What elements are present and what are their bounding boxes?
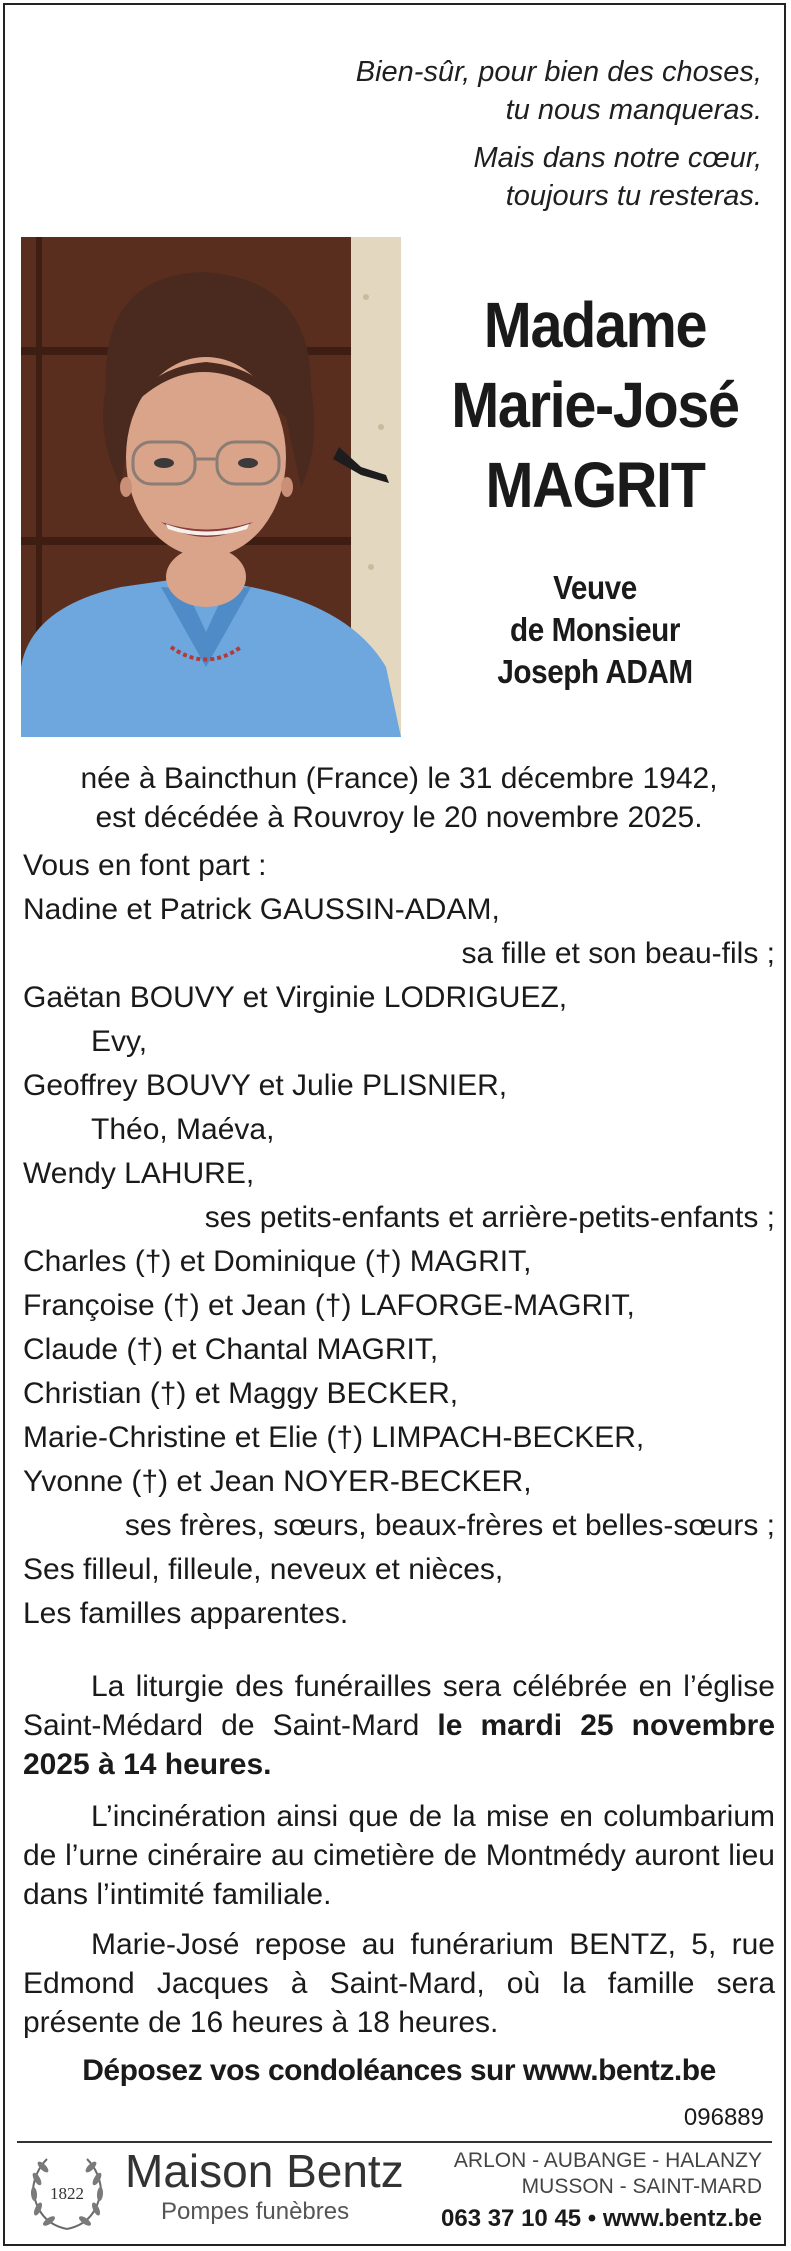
brand-tagline: Pompes funèbres	[161, 2198, 350, 2225]
brand-name: Maison Bentz	[125, 2145, 404, 2197]
family-line: ses frères, sœurs, beaux-frères et belles-sœurs ;	[124, 1509, 775, 1542]
birth-line: née à Baincthun (France) le 31 décembre 1942,	[80, 762, 718, 795]
branch-towns	[454, 2148, 762, 2200]
death-line: est décédée à Rouvroy le 20 novembre 2025.	[95, 801, 703, 834]
liturgy-text: La liturgie des funérailles sera célébrée en l’église Saint-Médard de Saint-Mard	[23, 1670, 775, 1742]
family-line: Vous en font part :	[23, 849, 267, 882]
liturgy-date: le mardi 25 novembre 2025 à 14 heures.	[23, 1709, 775, 1781]
family-line: Théo, Maéva,	[91, 1113, 275, 1146]
contact-info: 063 37 10 45 • www.bentz.be	[441, 2205, 762, 2232]
towns-line: MUSSON - SAINT-MARD	[521, 2175, 762, 2198]
birth-death-info	[23, 759, 775, 837]
logo-year: 1822	[50, 2184, 84, 2203]
family-line: Charles (†) et Dominique (†) MAGRIT,	[23, 1245, 532, 1278]
family-line: Claude (†) et Chantal MAGRIT,	[23, 1333, 439, 1366]
poem-line: tu nous manqueras.	[505, 94, 762, 126]
last-name: MAGRIT	[485, 449, 705, 521]
portrait-image	[21, 237, 401, 737]
family-line: Gaëtan BOUVY et Virginie LODRIGUEZ,	[23, 981, 568, 1014]
widow-of	[415, 567, 775, 693]
widow-line: Joseph ADAM	[497, 653, 693, 690]
first-name: Marie-José	[451, 369, 739, 441]
poem	[356, 53, 762, 225]
family-line: Yvonne (†) et Jean NOYER-BECKER,	[23, 1465, 532, 1498]
poem-line: Mais dans notre cœur,	[473, 142, 762, 174]
family-line: Nadine et Patrick GAUSSIN-ADAM,	[23, 893, 500, 926]
reference-number: 096889	[683, 2104, 764, 2131]
condolences-line: Déposez vos condoléances sur www.bentz.be	[82, 2054, 716, 2087]
family-line: ses petits-enfants et arrière-petits-enfants ;	[204, 1201, 775, 1234]
poem-line: Bien-sûr, pour bien des choses,	[355, 56, 762, 88]
laurel-logo	[23, 2149, 111, 2237]
deceased-name	[415, 285, 775, 525]
family-line: Françoise (†) et Jean (†) LAFORGE-MAGRIT,	[23, 1289, 635, 1322]
family-line: sa fille et son beau-fils ;	[461, 937, 775, 970]
liturgy-paragraph	[23, 1667, 775, 1784]
family-line: Les familles apparentes.	[23, 1597, 349, 1630]
poem-line: toujours tu resteras.	[505, 180, 762, 212]
family-list	[23, 844, 775, 1636]
widow-line: Veuve	[553, 569, 637, 606]
family-line: Ses filleul, filleule, neveux et nièces,	[23, 1553, 504, 1586]
family-line: Evy,	[91, 1025, 148, 1058]
cremation-paragraph: L’incinération ainsi que de la mise en columbarium de l’urne cinéraire au cimetière de Montmédy auront lieu dans l’intimité familiale.	[23, 1800, 775, 1911]
honorific: Madame	[483, 289, 707, 361]
towns-line: ARLON - AUBANGE - HALANZY	[453, 2149, 762, 2172]
widow-line: de Monsieur	[510, 611, 680, 648]
obituary-notice	[3, 3, 786, 2246]
laurel-wreath-icon	[23, 2149, 111, 2237]
family-line: Geoffrey BOUVY et Julie PLISNIER,	[23, 1069, 508, 1102]
visitation-paragraph: Marie-José repose au funérarium BENTZ, 5, rue Edmond Jacques à Saint-Mard, où la famille sera présente de 16 heures à 18 heures.	[23, 1928, 775, 2039]
family-line: Wendy LAHURE,	[23, 1157, 255, 1190]
family-line: Marie-Christine et Elie (†) LIMPACH-BECKER,	[23, 1421, 645, 1454]
family-line: Christian (†) et Maggy BECKER,	[23, 1377, 459, 1410]
portrait-photo	[21, 237, 401, 737]
